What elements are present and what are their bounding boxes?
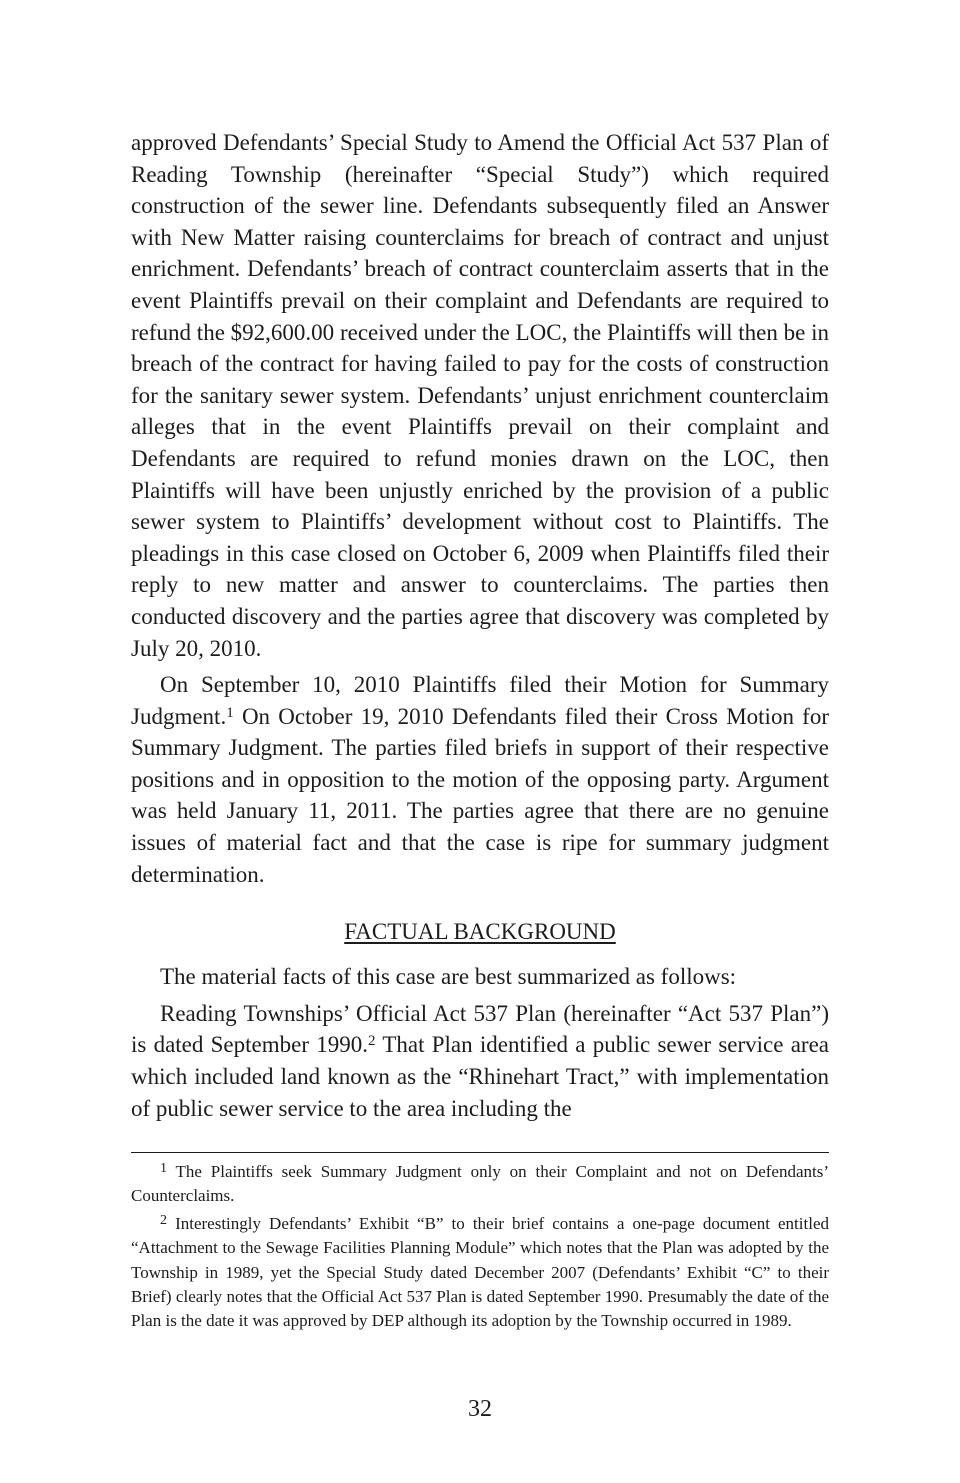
footnote-1 <box>131 1160 829 1209</box>
section-heading <box>131 916 829 947</box>
footnote-reference-1: 1 <box>226 704 234 721</box>
footnote-text: Interestingly Defendants’ Exhibit “B” to their brief contains a one-page document entitled “Attachment to the Sewage Facilities Planning Module” which notes that the Plan was adopted by the Township in 1989, yet the Special Study dated December 2007 (Defendants’ Exhibit “C” to their Brief) clearly notes that the Official Act 537 Plan is dated September 1990. Presumably the date of the Plan is the date it was approved by DEP although its adoption by the Township occurred in 1989. <box>131 1213 829 1331</box>
paragraph-summary-judgment-motions <box>131 669 829 890</box>
page-number: 32 <box>468 1396 492 1422</box>
paragraph-text: Reading Townships’ Official Act 537 Plan (hereinafter “Act 537 Plan”) is dated September 1990. <box>131 1000 829 1058</box>
footnote-number: 1 <box>160 1161 167 1176</box>
footnotes <box>131 1160 829 1337</box>
footnote-number: 2 <box>160 1212 167 1228</box>
paragraph-continuation: approved Defendants’ Special Study to Amend the Official Act 537 Plan of Reading Township (hereinafter “Special Study”) which required construction of the sewer line. Defendants subsequently filed an Answer with New Matter raising counterclaims for breach of contract and unjust enrichment. Defendants’ breach of contract counterclaim asserts that in the event Plaintiffs prevail on their complaint and Defendants are required to refund the $92,600.00 received under the LOC, the Plaintiffs will then be in breach of the contract for having failed to pay for the costs of construction for the sanitary sewer system. Defendants’ unjust enrichment counterclaim alleges that in the event Plaintiffs prevail on their complaint and Defendants are required to refund monies drawn on the LOC, then Plaintiffs will have been unjustly enriched by the provision of a public sewer system to Plaintiffs’ development without cost to Plaintiffs. The pleadings in this case closed on October 6, 2009 when Plaintiffs filed their reply to new matter and answer to counterclaims. The parties then conducted discovery and the parties agree that discovery was completed by July 20, 2010. <box>131 130 829 661</box>
paragraph-text: On September 10, 2010 Plaintiffs filed their Motion for Summary Judgment. <box>131 672 829 729</box>
footnote-2 <box>131 1212 829 1334</box>
paragraph-text: On October 19, 2010 Defendants filed their Cross Motion for Summary Judgment. The parties filed briefs in support of their respective positions and in opposition to the motion of the opposing party. Argument was held January 11, 2011. The parties agree that there are no genuine issues of material fact and that the case is ripe for summary judgment determination. <box>131 703 829 887</box>
footnote-text: The Plaintiffs seek Summary Judgment only on their Complaint and not on Defendants’ Counterclaims. <box>131 1162 829 1206</box>
paragraph-act-537-plan <box>131 998 829 1124</box>
section-heading-text: FACTUAL BACKGROUND <box>344 919 616 945</box>
paragraph-text: That Plan identified a public sewer service area which included land known as the “Rhinehart Tract,” with implementation of public sewer service to the area including the <box>131 1032 829 1121</box>
document-body <box>131 127 829 1124</box>
footnote-reference-2: 2 <box>368 1033 376 1050</box>
footnote-divider <box>131 1152 829 1153</box>
paragraph-facts-intro: The material facts of this case are best summarized as follows: <box>160 964 737 990</box>
